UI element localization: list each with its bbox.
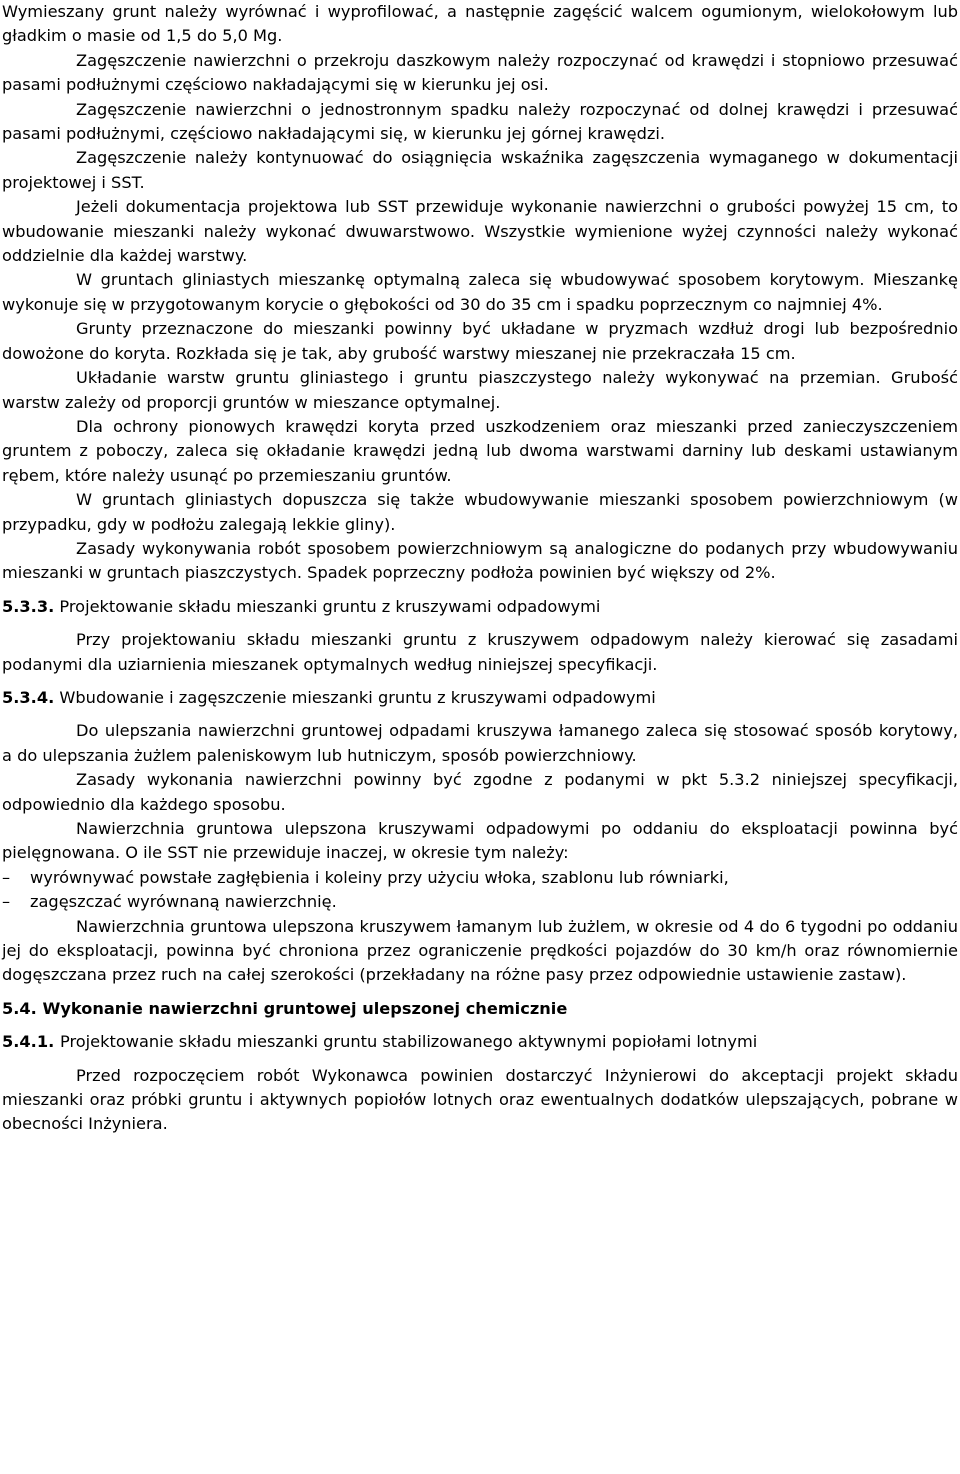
section-number: 5.4.1. <box>2 1032 55 1052</box>
dash-bullet: – <box>2 892 11 912</box>
paragraph-speed-limit: Nawierzchnia gruntowa ulepszona kruszywem łamanym lub żużlem, w okresie od 4 do 6 tygodni po oddaniu jej do eksploatacji, powinna być chroniona przez ograniczenie prędkości pojazdów do 30 km/h oraz równomiernie dogęszczana przez ruch na całej szerokości (przekładany na różne pasy przez odpowiednie ustawienie zastaw). <box>2 916 958 985</box>
paragraph-crushed-aggregate: Do ulepszania nawierzchni gruntowej odpadami kruszywa łamanego zaleca się stosować sposób korytowy, a do ulepszania żużlem paleniskowym lub hutniczym, sposób powierzchniowy. <box>2 721 958 765</box>
paragraph-clay-trough: W gruntach gliniastych mieszankę optymalną zaleca się wbudowywać sposobem korytowym. Mieszankę wykonuje się w przygotowanym korycie o głębokości od 30 do 35 cm i spadku poprzecznym co najmniej 4%. <box>2 270 958 314</box>
list-item-text: zagęszczać wyrównaną nawierzchnię. <box>30 892 337 912</box>
paragraph-two-layer: Jeżeli dokumentacja projektowa lub SST przewiduje wykonanie nawierzchni o grubości powyżej 15 cm, to wbudowanie mieszanki należy wykonać dwuwarstwowo. Wszystkie wymienione wyżej czynności należy wykonać oddzielnie dla każdej warstwy. <box>2 197 958 266</box>
paragraph-compaction-index: Zagęszczenie należy kontynuować do osiągnięcia wskaźnika zagęszczenia wymaganego w dokumentacji projektowej i SST. <box>2 148 958 192</box>
paragraph-one-side-slope-compaction: Zagęszczenie nawierzchni o jednostronnym spadku należy rozpoczynać od dolnej krawędzi i przesuwać pasami podłużnymi, częściowo nakładającymi się, w kierunku jej górnej krawędzi. <box>2 99 958 144</box>
paragraph-edge-protection: Dla ochrony pionowych krawędzi koryta przed uszkodzeniem oraz mieszanki przed zanieczyszczeniem gruntem z poboczy, zaleca się okładanie krawędzi jedną lub dwoma warstwami darniny lub deskami ustawianym rębem, które należy usunąć po przemieszaniu gruntów. <box>2 416 958 485</box>
section-heading-5-3-3 <box>2 595 958 619</box>
paragraph-mix-design-submission: Przed rozpoczęciem robót Wykonawca powinien dostarczyć Inżynierowi do akceptacji projekt składu mieszanki oraz próbki gruntu i aktywnych popiołów lotnych oraz ewentualnych dodatków ulepszających, pobrane w obecności Inżyniera. <box>2 1065 958 1134</box>
section-heading-5-3-4 <box>2 686 958 710</box>
list-item <box>2 866 958 890</box>
paragraph-leveling: Wymieszany grunt należy wyrównać i wyprofilować, a następnie zagęścić walcem ogumionym, wielokołowym lub gładkim o masie od 1,5 do 5,0 Mg. <box>2 2 958 46</box>
section-number: 5.3.3. <box>2 596 55 616</box>
paragraph-surface-method: W gruntach gliniastych dopuszcza się także wbudowywanie mieszanki sposobem powierzchniowym (w przypadku, gdy w podłożu zalegają lekkie gliny). <box>2 490 958 534</box>
section-number: 5.3.4. <box>2 687 55 707</box>
section-title: Projektowanie składu mieszanki gruntu stabilizowanego aktywnymi popiołami lotnymi <box>60 1032 758 1052</box>
list-item <box>2 890 958 914</box>
paragraph-maintenance: Nawierzchnia gruntowa ulepszona kruszywami odpadowymi po oddaniu do eksploatacji powinna być pielęgnowana. O ile SST nie przewiduje inaczej, w okresie tym należy: <box>2 819 958 863</box>
list-item-text: wyrównywać powstałe zagłębienia i koleiny przy użyciu włoka, szablonu lub równiarki, <box>30 867 729 887</box>
section-title: Projektowanie składu mieszanki gruntu z kruszywami odpadowymi <box>59 596 601 616</box>
paragraph-waste-aggregate-design: Przy projektowaniu składu mieszanki gruntu z kruszywem odpadowym należy kierować się zasadami podanymi dla uziarnienia mieszanek optymalnych według niniejszej specyfikacji. <box>2 630 958 674</box>
paragraph-execution-rules: Zasady wykonania nawierzchni powinny być zgodne z podanymi w pkt 5.3.2 niniejszej specyfikacji, odpowiednio dla każdego sposobu. <box>2 770 958 814</box>
section-title: Wbudowanie i zagęszczenie mieszanki gruntu z kruszywami odpadowymi <box>59 687 656 707</box>
paragraph-prisms: Grunty przeznaczone do mieszanki powinny być układane w pryzmach wzdłuż drogi lub bezpośrednio dowożone do koryta. Rozkłada się je tak, aby grubość warstwy mieszanej nie przekraczała 15 cm. <box>2 319 958 363</box>
paragraph-alternate-layers: Układanie warstw gruntu gliniastego i gruntu piaszczystego należy wykonywać na przemian. Grubość warstw zależy od proporcji gruntów w mieszance optymalnej. <box>2 368 958 412</box>
section-heading-5-4: 5.4. Wykonanie nawierzchni gruntowej ulepszonej chemicznie <box>2 998 568 1018</box>
dash-bullet: – <box>2 867 11 887</box>
paragraph-surface-rules: Zasady wykonywania robót sposobem powierzchniowym są analogiczne do podanych przy wbudowywaniu mieszanki w gruntach piaszczystych. Spadek poprzeczny podłoża powinien być większy od 2%. <box>2 538 958 583</box>
maintenance-list <box>2 866 958 915</box>
paragraph-roof-profile-compaction: Zagęszczenie nawierzchni o przekroju daszkowym należy rozpoczynać od krawędzi i stopniowo przesuwać pasami podłużnymi częściowo nakładającymi się w kierunku jej osi. <box>2 50 958 95</box>
section-heading-5-4-1 <box>2 1030 958 1054</box>
